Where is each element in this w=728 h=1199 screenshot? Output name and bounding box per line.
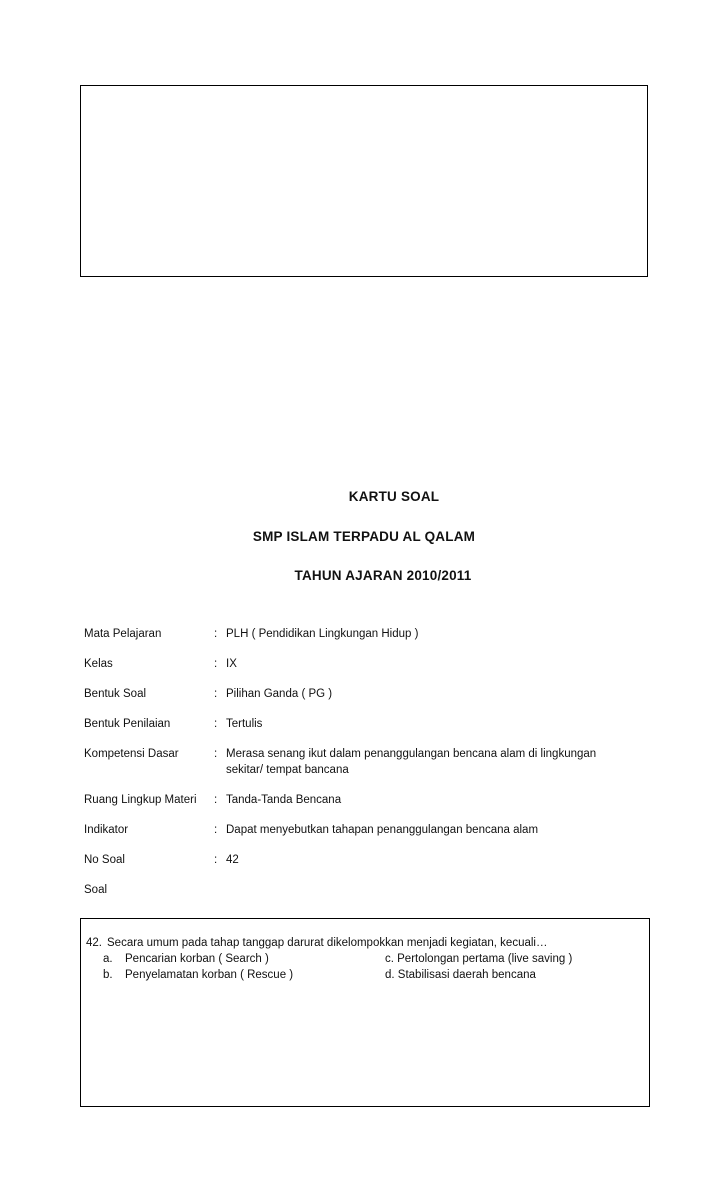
- info-row-bentuk-soal: [84, 686, 644, 716]
- option-d: [385, 967, 536, 983]
- option-letter: b.: [103, 969, 113, 981]
- info-row-ruang-lingkup: [84, 792, 644, 822]
- info-row-mata-pelajaran: [84, 626, 644, 656]
- info-colon: :: [214, 794, 218, 806]
- info-colon: :: [214, 824, 218, 836]
- option-text: Penyelamatan korban ( Rescue ): [125, 969, 294, 981]
- info-colon: :: [214, 718, 218, 730]
- info-label: Kelas: [84, 658, 113, 670]
- question-line: [86, 935, 547, 951]
- info-value-line-2: sekitar/ tempat bancana: [226, 764, 349, 776]
- info-row-no-soal: [84, 852, 644, 882]
- question-text: Secara umum pada tahap tanggap darurat dikelompokkan menjadi kegiatan, kecuali…: [107, 937, 548, 949]
- option-row: [103, 951, 643, 967]
- option-a: [103, 951, 385, 967]
- question-box: [80, 918, 650, 1107]
- info-row-indikator: [84, 822, 644, 852]
- info-table: [84, 626, 644, 912]
- info-value: Dapat menyebutkan tahapan penanggulangan bencana alam: [226, 824, 539, 836]
- info-row-kompetensi-dasar: [84, 746, 644, 792]
- info-label: Ruang Lingkup Materi: [84, 794, 197, 806]
- option-text: c. Pertolongan pertama (live saving ): [385, 953, 573, 965]
- option-row: [103, 967, 643, 983]
- school-year: TAHUN AJARAN 2010/2011: [294, 568, 472, 583]
- option-text: Pencarian korban ( Search ): [125, 953, 269, 965]
- option-letter: a.: [103, 953, 113, 965]
- info-value: IX: [226, 658, 237, 670]
- info-value: Pilihan Ganda ( PG ): [226, 688, 333, 700]
- info-label: Soal: [84, 884, 108, 896]
- info-colon: :: [214, 688, 218, 700]
- option-c: [385, 951, 572, 967]
- info-value: PLH ( Pendidikan Lingkungan Hidup ): [226, 628, 419, 640]
- card-title: KARTU SOAL: [348, 489, 440, 504]
- info-colon: :: [214, 658, 218, 670]
- info-label: Mata Pelajaran: [84, 628, 162, 640]
- info-label: Bentuk Penilaian: [84, 718, 171, 730]
- info-row-soal: [84, 882, 644, 912]
- info-label: No Soal: [84, 854, 125, 866]
- question-number: 42.: [86, 937, 102, 949]
- info-colon: :: [214, 854, 218, 866]
- info-value: 42: [226, 854, 239, 866]
- info-label: Kompetensi Dasar: [84, 748, 179, 760]
- info-value: [226, 746, 644, 778]
- info-value: Tanda-Tanda Bencana: [226, 794, 342, 806]
- answer-options: [103, 951, 643, 983]
- top-empty-box: [80, 85, 648, 277]
- option-b: [103, 967, 385, 983]
- school-name: SMP ISLAM TERPADU AL QALAM: [252, 529, 476, 544]
- info-colon: :: [214, 628, 218, 640]
- info-value: Tertulis: [226, 718, 263, 730]
- option-text: d. Stabilisasi daerah bencana: [385, 969, 536, 981]
- info-label: Bentuk Soal: [84, 688, 147, 700]
- info-row-kelas: [84, 656, 644, 686]
- info-value-line-1: Merasa senang ikut dalam penanggulangan bencana alam di lingkungan: [226, 748, 597, 760]
- info-label: Indikator: [84, 824, 129, 836]
- info-colon: :: [214, 748, 218, 760]
- info-row-bentuk-penilaian: [84, 716, 644, 746]
